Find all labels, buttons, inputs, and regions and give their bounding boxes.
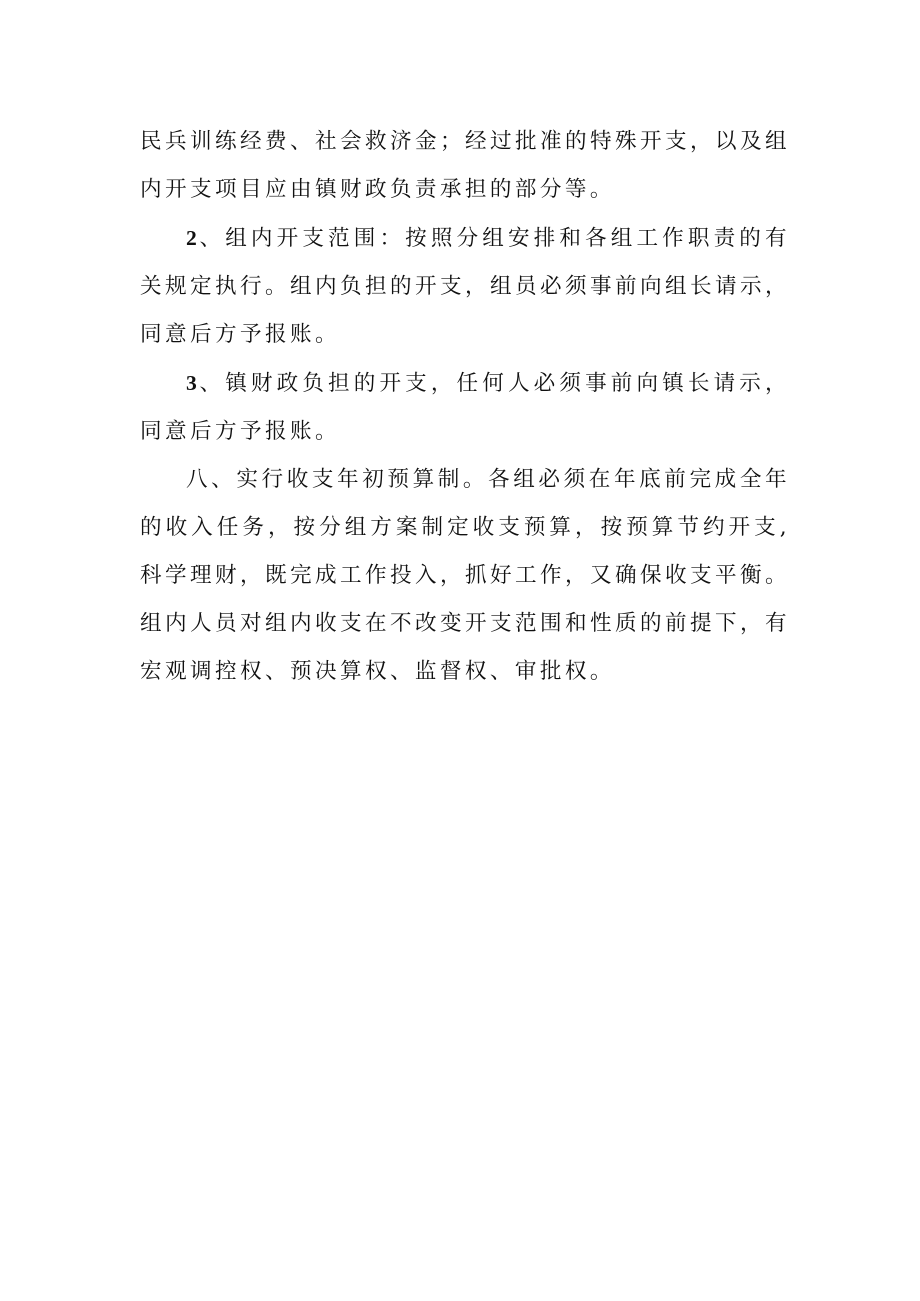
paragraph-item-3 [140, 359, 790, 456]
paragraph-text: 、组内开支范围：按照分组安排和各组工作职责的有关规定执行。组内负担的开支，组员必须事前向组长请示，同意后方予报账。 [140, 226, 790, 347]
paragraph-text: 八、实行收支年初预算制。各组必须在年底前完成全年的收入任务，按分组方案制定收支预算，按预算节约开支,科学理财，既完成工作投入，抓好工作，又确保收支平衡。组内人员对组内收支在不改变开支范围和性质的前提下，有宏观调控权、预决算权、监督权、审批权。 [140, 467, 790, 684]
paragraph-item-2 [140, 214, 790, 359]
paragraph-continuation [140, 118, 790, 214]
item-number: 3 [186, 371, 199, 395]
item-number: 2 [186, 226, 199, 250]
paragraph-section-8 [140, 456, 790, 696]
document-body [140, 118, 790, 696]
paragraph-text: 民兵训练经费、社会救济金；经过批准的特殊开支，以及组内开支项目应由镇财政负责承担的部分等。 [140, 129, 790, 202]
paragraph-text: 、镇财政负担的开支，任何人必须事前向镇长请示，同意后方予报账。 [140, 371, 790, 444]
